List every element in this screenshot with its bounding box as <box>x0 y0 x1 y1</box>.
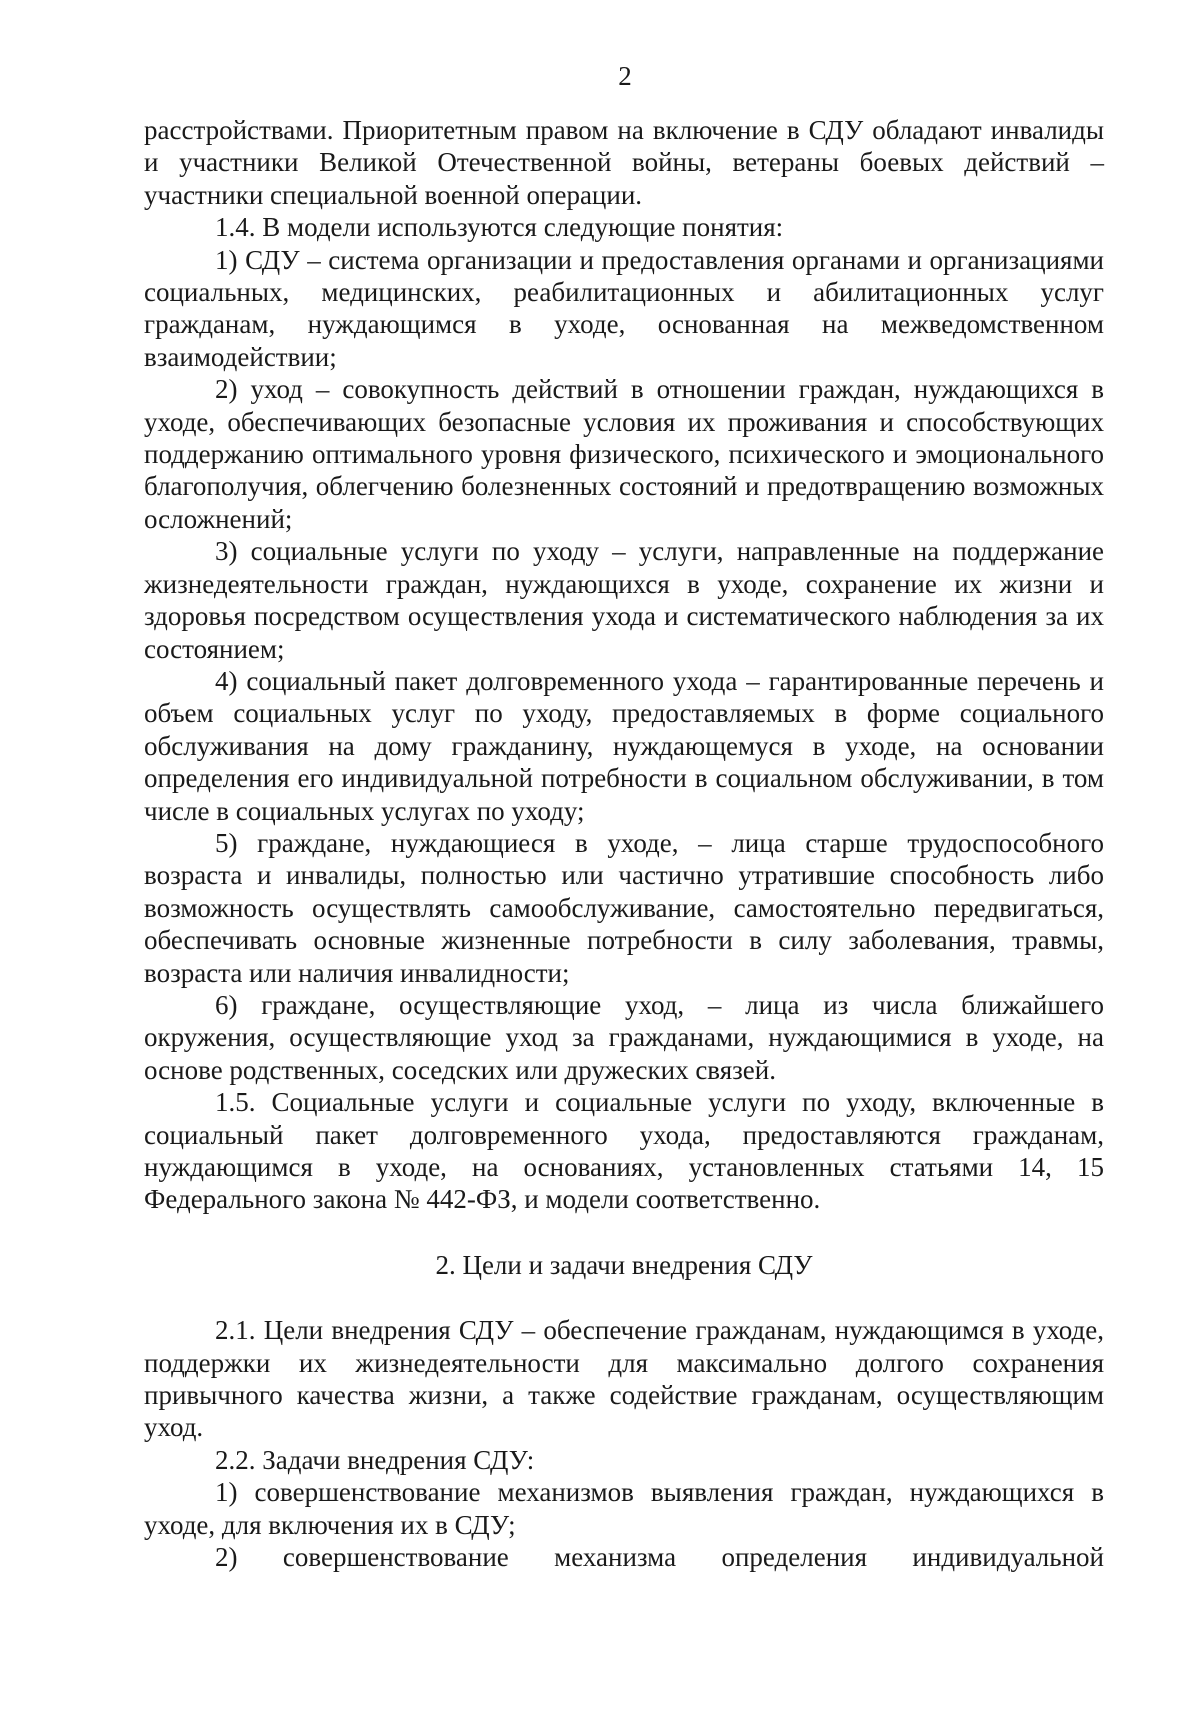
spacer <box>144 1216 1104 1249</box>
task-2: 2) совершенствование механизма определения индивидуальной <box>215 1542 1104 1573</box>
spacer <box>144 1281 1104 1314</box>
definition-caregivers: 6) граждане, осуществляющие уход, – лица из числа ближайшего окружения, осуществляющие уход за гражданами, нуждающимися в уходе, на основе родственных, соседских или дружеских связей. <box>144 989 1104 1085</box>
definition-social-care-services: 3) социальные услуги по уходу – услуги, направленные на поддержание жизнедеятельности граждан, нуждающихся в уходе, сохранение их жизни и здоровья посредством осуществления ухода и систематического наблюдения за их состоянием; <box>144 536 1104 664</box>
section-2-heading: 2. Цели и задачи внедрения СДУ <box>435 1249 813 1280</box>
paragraph-2-1: 2.1. Цели внедрения СДУ – обеспечение гражданам, нуждающимся в уходе, поддержки их жизнедеятельности для максимально долгого сохранения привычного качества жизни, а также содействие гражданам, осуществляющим уход. <box>144 1315 1104 1443</box>
task-1: 1) совершенствование механизмов выявления граждан, нуждающихся в уходе, для включения их в СДУ; <box>144 1477 1104 1540</box>
definition-citizens-needing-care: 5) граждане, нуждающиеся в уходе, – лица старше трудоспособного возраста и инвалиды, полностью или частично утратившие способность либо возможность осуществлять самообслуживание, самостоятельно передвигаться, обеспечивать основные жизненные потребности в силу заболевания, травмы, возраста или наличия инвалидности; <box>144 827 1104 988</box>
document-body <box>144 114 1104 1573</box>
paragraph-2-2: 2.2. Задачи внедрения СДУ: <box>215 1444 535 1475</box>
paragraph-1-4: 1.4. В модели используются следующие понятия: <box>215 212 784 243</box>
page-number: 2 <box>618 61 632 91</box>
intro-paragraph: расстройствами. Приоритетным правом на включение в СДУ обладают инвалиды и участники Великой Отечественной войны, ветераны боевых действий – участники специальной военной операции. <box>144 115 1104 210</box>
definition-care: 2) уход – совокупность действий в отношении граждан, нуждающихся в уходе, обеспечивающих безопасные условия их проживания и способствующих поддержанию оптимального уровня физического, психического и эмоционального благополучия, облегчению болезненных состояний и предотвращению возможных осложнений; <box>144 374 1104 534</box>
definition-social-package: 4) социальный пакет долговременного ухода – гарантированные перечень и объем социальных услуг по уходу, предоставляемых в форме социального обслуживания на дому гражданину, нуждающемуся в уходе, на основании определения его индивидуальной потребности в социальном обслуживании, в том числе в социальных услугах по уходу; <box>144 665 1104 826</box>
definition-sdu: 1) СДУ – система организации и предоставления органами и организациями социальных, медицинских, реабилитационных и абилитационных услуг гражданам, нуждающимся в уходе, основанная на межведомственном взаимодействии; <box>144 244 1104 372</box>
paragraph-1-5: 1.5. Социальные услуги и социальные услуги по уходу, включенные в социальный пакет долговременного ухода, предоставляются гражданам, нуждающимся в уходе, на основаниях, установленных статьями 14, 15 Федерального закона № 442-ФЗ, и модели соответственно. <box>144 1087 1104 1215</box>
